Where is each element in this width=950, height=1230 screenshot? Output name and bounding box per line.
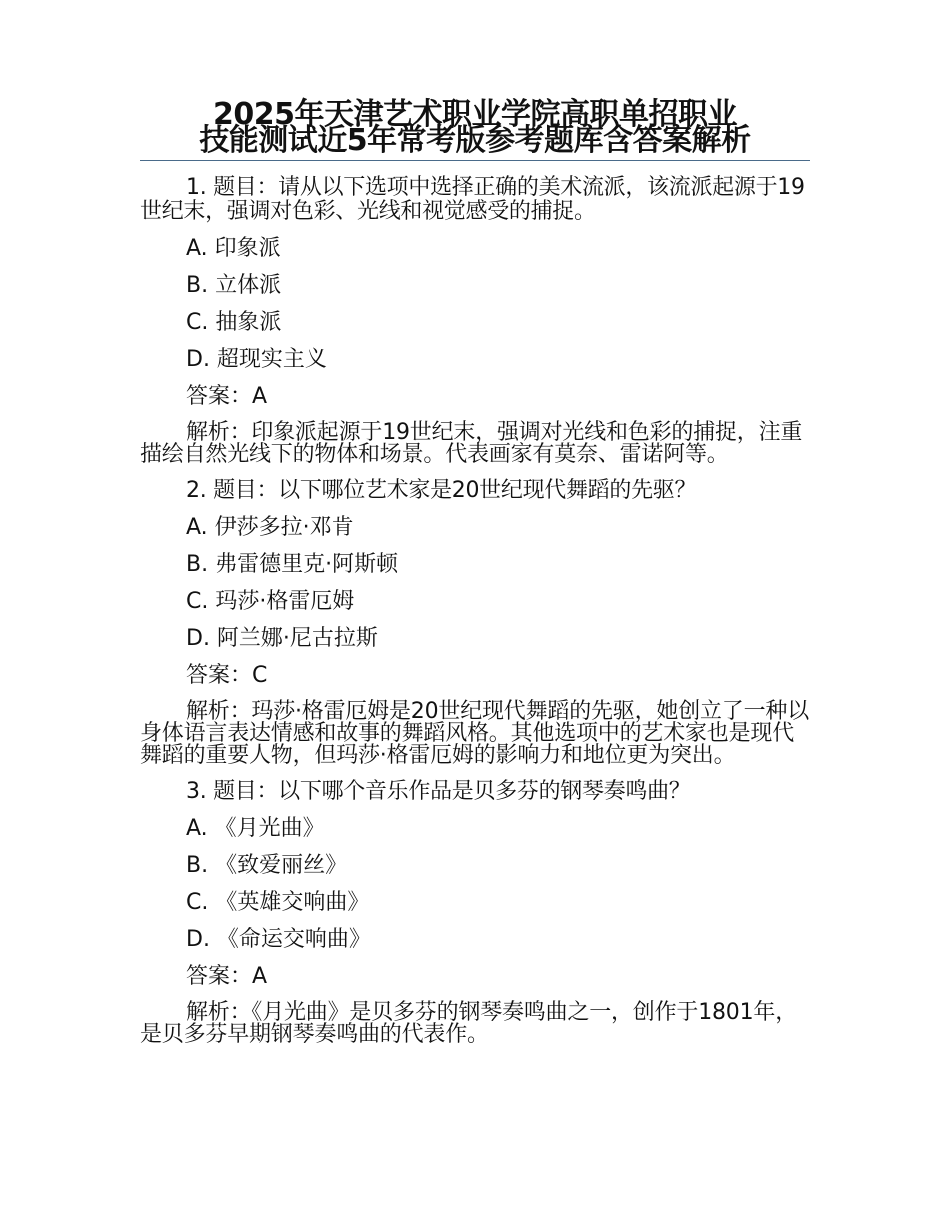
option-a: A. 《月光曲》 <box>186 816 325 841</box>
question-stem: 1. 题目：请从以下选项中选择正确的美术流派，该流派起源于19世纪末，强调对色彩、光线和视觉感受的捕捉。 <box>140 175 805 224</box>
answer: 答案：A <box>186 964 268 989</box>
option-b: B. 《致爱丽丝》 <box>186 853 348 878</box>
option-a: A. 印象派 <box>186 236 281 261</box>
option-d: D. 阿兰娜·尼古拉斯 <box>186 626 378 651</box>
question-block <box>140 176 812 466</box>
option-d: D. 超现实主义 <box>186 347 327 372</box>
document-title <box>140 97 810 158</box>
option-b: B. 弗雷德里克·阿斯顿 <box>186 552 399 577</box>
question-block <box>140 780 812 1046</box>
title-line-1: 2025年天津艺术职业学院高职单招职业 <box>213 97 737 132</box>
question-stem: 2. 题目：以下哪位艺术家是20世纪现代舞蹈的先驱？ <box>186 478 697 503</box>
option-a: A. 伊莎多拉·邓肯 <box>186 515 354 540</box>
title-line-2: 技能测试近5年常考版参考题库含答案解析 <box>199 123 751 158</box>
option-d: D. 《命运交响曲》 <box>186 927 371 952</box>
answer: 答案：A <box>186 384 268 409</box>
explanation: 解析：玛莎·格雷厄姆是20世纪现代舞蹈的先驱，她创立了一种以身体语言表达情感和故事的舞蹈风格。其他选项中的艺术家也是现代舞蹈的重要人物，但玛莎·格雷厄姆的影响力和地位更为突出。 <box>140 699 809 768</box>
explanation: 解析：《月光曲》是贝多芬的钢琴奏鸣曲之一，创作于1801年，是贝多芬早期钢琴奏鸣曲的代表作。 <box>140 1000 797 1047</box>
answer: 答案：C <box>186 663 268 688</box>
question-stem: 3. 题目：以下哪个音乐作品是贝多芬的钢琴奏鸣曲？ <box>186 779 691 804</box>
document-body <box>140 176 812 1059</box>
title-underline <box>140 160 810 161</box>
option-c: C. 抽象派 <box>186 310 282 335</box>
option-c: C. 《英雄交响曲》 <box>186 890 370 915</box>
question-block <box>140 479 812 767</box>
option-c: C. 玛莎·格雷厄姆 <box>186 589 355 614</box>
explanation: 解析：印象派起源于19世纪末，强调对光线和色彩的捕捉，注重描绘自然光线下的物体和场景。代表画家有莫奈、雷诺阿等。 <box>140 420 803 467</box>
option-b: B. 立体派 <box>186 273 282 298</box>
